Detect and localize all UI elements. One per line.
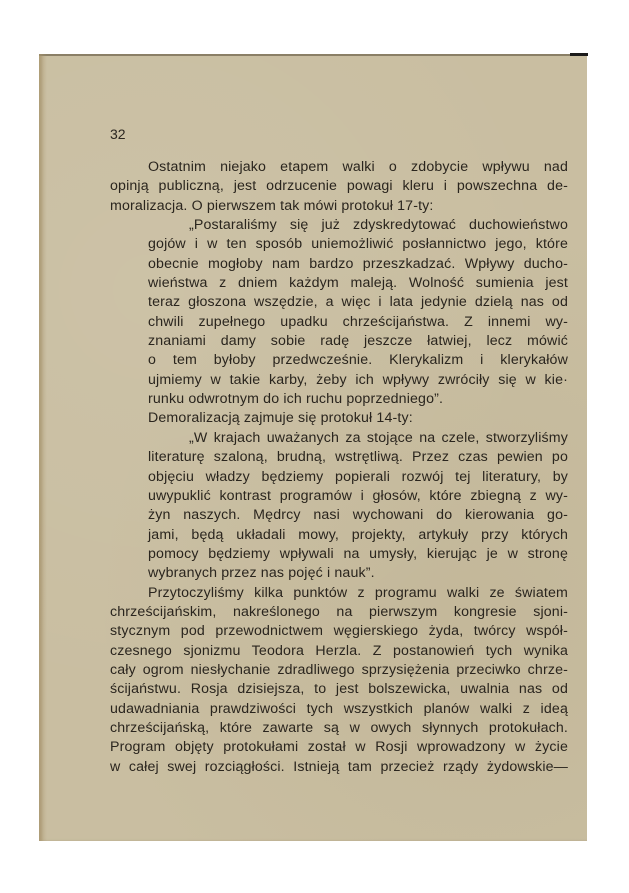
text-line: Program objęty protokułami został w Rosji wprowadzony w życie — [110, 739, 568, 756]
quote-line: pomocy będziemy wpływali na umysły, kierując je w stronę — [148, 545, 568, 562]
book-page — [39, 54, 587, 841]
text-line: ścijaństwu. Rosja dzisiejsza, to jest bolszewicka, uwalnia nas od — [110, 681, 568, 698]
text-line: Ostatnim niejako etapem walki o zdobycie wpływu nad — [148, 159, 568, 175]
quote-line: wieństwa z dniem każdym maleją. Wolność sumienia jest — [148, 275, 568, 292]
scan-corner-mark — [570, 53, 588, 56]
quote-line: objęciu władzy będziemy popierali rozwój tej literatury, by — [148, 468, 568, 485]
text-line: stycznym pod przewodnictwem węgierskiego żyda, twórcy współ- — [110, 623, 568, 640]
quote-line: „Postaraliśmy się już zdyskredytować duchowieństwo — [189, 217, 568, 234]
quote-line: uwypuklić kontrast programów i głosów, które zbiegną z wy- — [148, 487, 568, 504]
quote-line: literaturę szaloną, brudną, wstrętliwą. Przez czas pewien po — [148, 449, 568, 466]
quote-line: chwili zupełnego upadku chrześcijaństwa. Z innemi wy- — [148, 313, 568, 330]
body-text — [110, 158, 568, 777]
text-line: moralizacja. O pierwszem tak mówi protokuł 17-ty: — [110, 197, 434, 214]
text-line: Przytoczyliśmy kilka punktów z programu walki ze światem — [148, 584, 568, 601]
quote-line: runku odwrotnym do ich ruchu poprzedniego”. — [148, 391, 444, 408]
text-line: w całej swej rozciągłości. Istnieją tam przecież rządy żydowskie— — [110, 758, 568, 775]
text-line: czesnego sjonizmu Teodora Herzla. Z postanowień tych wynika — [110, 642, 568, 659]
quote-line: znaniami damy sobie radę jeszcze łatwiej, lecz mówić — [148, 333, 568, 350]
page-binding-edge — [39, 54, 47, 841]
quote-line: obecnie mogłoby nam bardzo przeszkadzać. Wpływy ducho- — [148, 255, 568, 272]
text-line: chrześcijańskim, nakreślonego na pierwszym kongresie sjoni- — [110, 603, 568, 620]
quote-line: „W krajach uważanych za stojące na czele, stworzyliśmy — [189, 429, 568, 446]
quote-line: gojów i w ten sposób uniemożliwić posłannictwo jego, które — [148, 236, 568, 253]
text-line: chrześcijańską, które zawarte są w owych słynnych protokułach. — [110, 719, 568, 736]
page-top-edge — [39, 54, 587, 56]
quote-line: ujmiemy w takie karby, żeby ich wpływy zwróciły się w kie· — [148, 371, 568, 388]
page-number: 32 — [110, 126, 126, 142]
quote-line: wybranych przez nas pojęć i nauk”. — [148, 565, 375, 582]
quote-line: żyn naszych. Mędrcy nasi wychowani do kierowania go- — [148, 507, 568, 524]
quote-line: teraz głoszona wszędzie, a więc i lata jedynie dzielą nas od — [148, 294, 568, 311]
text-line: cały ogrom niesłychanie zdradliwego sprzysiężenia przeciwko chrze- — [110, 661, 568, 678]
text-line: Demoralizacją zajmuje się protokuł 14-ty: — [148, 410, 413, 427]
text-line: udawadniania prawdziwości tych wszystkich planów walki z ideą — [110, 700, 568, 717]
text-line: opinją publiczną, jest odrzucenie powagi kleru i powszechna de- — [110, 178, 568, 195]
quote-line: o tem byłoby przedwcześnie. Klerykalizm i klerykałów — [148, 352, 568, 369]
quote-line: jami, będą układali mowy, projekty, artykuły przy których — [148, 526, 568, 543]
